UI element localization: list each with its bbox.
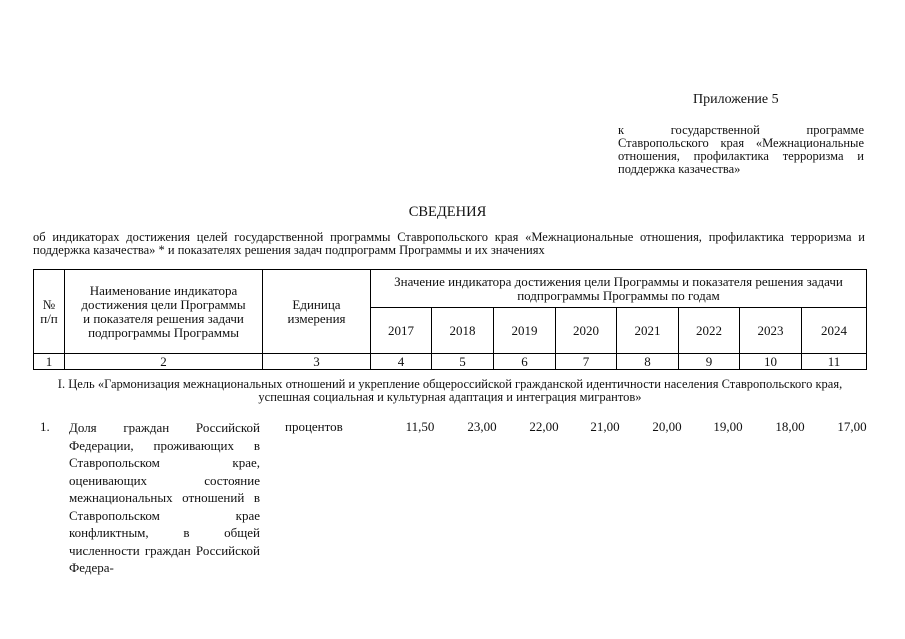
column-number: 4 (371, 354, 432, 370)
header-values: Значение индикатора достижения цели Программы и показателя решения задачи подпрограммы Программы по годам (371, 270, 867, 308)
header-year: 2023 (740, 308, 802, 354)
header-year: 2022 (679, 308, 740, 354)
column-number: 11 (802, 354, 867, 370)
indicator-value-2017: 11,50 (405, 419, 435, 434)
header-unit: Единица измерения (263, 270, 371, 354)
indicator-value-2023: 18,00 (775, 419, 805, 434)
column-number: 2 (65, 354, 263, 370)
header-year: 2017 (371, 308, 432, 354)
indicator-value-2018: 23,00 (467, 419, 497, 434)
column-number: 9 (679, 354, 740, 370)
header-year: 2019 (494, 308, 556, 354)
header-year: 2018 (432, 308, 494, 354)
header-indicator-name: Наименование индикатора достижения цели Программы и показателя решения задачи подпрограммы Программы (65, 270, 263, 354)
goal-heading: I. Цель «Гармонизация межнациональных отношений и укрепление общероссийской гражданской идентичности населения Ставропольского края, успешная социальная и культурная адаптация и интеграция мигрантов» (57, 377, 843, 404)
document-subtitle: об индикаторах достижения целей государственной программы Ставропольского края «Межнациональные отношения, профилактика терроризма и поддержка казачества» * и показателях решения задач подпрограмм Программы и их значениях (33, 230, 865, 257)
indicator-name: Доля граждан Российской Федерации, проживающих в Ставропольском крае, оценивающих состояние межнациональных отношений в Ставропольском крае конфликтным, в общей численности граждан Российской Федера- (69, 420, 260, 575)
appendix-reference: к государственной программе Ставропольского края «Межнациональные отношения, профилактика терроризма и поддержка казачества» (618, 123, 864, 176)
column-number: 1 (34, 354, 65, 370)
indicator-unit: процентов (285, 419, 343, 434)
column-number: 8 (617, 354, 679, 370)
column-number: 6 (494, 354, 556, 370)
header-year: 2020 (556, 308, 617, 354)
appendix-number: Приложение 5 (693, 92, 779, 107)
column-number: 7 (556, 354, 617, 370)
indicators-table (33, 269, 867, 370)
column-number: 10 (740, 354, 802, 370)
column-number: 5 (432, 354, 494, 370)
indicator-value-2022: 19,00 (713, 419, 743, 434)
header-year: 2021 (617, 308, 679, 354)
indicator-number: 1. (40, 419, 50, 434)
indicator-value-2020: 21,00 (590, 419, 620, 434)
indicator-value-2024: 17,00 (837, 419, 867, 434)
header-year: 2024 (802, 308, 867, 354)
document-title: СВЕДЕНИЯ (408, 204, 487, 220)
header-number: № п/п (34, 270, 65, 354)
indicator-value-2019: 22,00 (529, 419, 559, 434)
indicator-value-2021: 20,00 (652, 419, 682, 434)
column-number: 3 (263, 354, 371, 370)
